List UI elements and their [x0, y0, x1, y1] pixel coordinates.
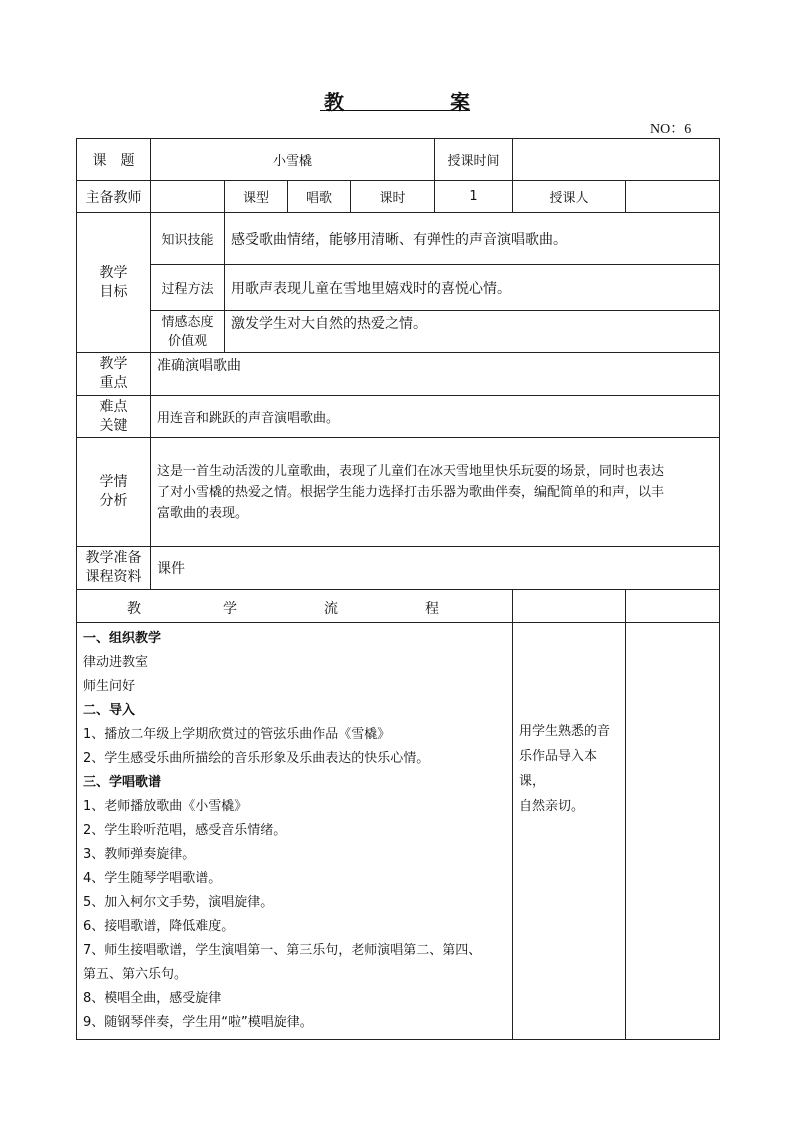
flow-line: 律动进教室 [83, 655, 149, 670]
row-goal-knowledge [77, 213, 720, 265]
topic-value: 小雪橇 [151, 139, 435, 181]
flow-line: 三、学唱歌谱 [83, 775, 162, 790]
flow-note-line-3: 自然亲切。 [519, 799, 585, 814]
document-number: NO：6 [650, 122, 692, 137]
goal-attitude-name [151, 311, 225, 353]
hours-label: 课时 [351, 181, 435, 213]
analysis-text [151, 438, 720, 547]
flow-line: 2、学生聆听范唱，感受音乐情绪。 [83, 823, 287, 838]
goal-process-name: 过程方法 [151, 265, 225, 311]
row-goal-process [77, 265, 720, 311]
row-focus [77, 353, 720, 396]
prep-label [77, 547, 151, 590]
goal-attitude-name-line1: 情感态度 [161, 314, 214, 330]
flow-line: 1、老师播放歌曲《小雪橇》 [83, 799, 248, 814]
difficulty-label-line2: 关键 [99, 417, 128, 434]
flow-line: 4、学生随琴学唱歌谱。 [83, 871, 222, 886]
focus-label-line2: 重点 [99, 375, 128, 391]
title-underline [320, 110, 470, 111]
focus-label-line1: 教学 [99, 356, 128, 372]
prep-label-line2: 课程资料 [85, 569, 142, 585]
type-value: 唱歌 [288, 181, 351, 213]
flow-line: 5、加入柯尔文手势，演唱旋律。 [83, 895, 274, 910]
row-teacher [77, 181, 720, 213]
focus-label [77, 353, 151, 396]
lesson-plan-table [76, 138, 720, 1040]
difficulty-label-line1: 难点 [99, 398, 128, 415]
title-char-2: 案 [450, 90, 470, 114]
lecturer-value [626, 181, 720, 213]
flow-line: 一、组织教学 [83, 631, 162, 646]
goals-label [77, 213, 151, 353]
flow-content [77, 623, 513, 1040]
flow-line: 师生问好 [83, 679, 136, 694]
flow-note-line-1: 用学生熟悉的音 [519, 724, 611, 739]
analysis-label [77, 438, 151, 547]
prep-label-line1: 教学准备 [85, 550, 142, 566]
prep-text: 课件 [151, 547, 720, 590]
title-char-1: 教 [324, 90, 344, 114]
time-value [513, 139, 720, 181]
focus-text: 准确演唱歌曲 [151, 353, 720, 396]
difficulty-label [77, 396, 151, 438]
type-label: 课型 [225, 181, 288, 213]
goal-knowledge-name: 知识技能 [151, 213, 225, 265]
flow-header-extra [626, 590, 720, 623]
analysis-line-2: 了对小雪橇的热爱之情。根据学生能力选择打击乐器为歌曲伴奏，编配简单的和声，以丰 [157, 484, 665, 500]
time-label: 授课时间 [435, 139, 513, 181]
flow-header-char-1: 教 [127, 601, 141, 617]
goal-knowledge-text: 感受歌曲情绪，能够用清晰、有弹性的声音演唱歌曲。 [225, 213, 720, 265]
teacher-label: 主备教师 [77, 181, 151, 213]
flow-note [513, 623, 626, 1040]
flow-line: 6、接唱歌谱，降低难度。 [83, 919, 235, 934]
flow-line: 8、模唱全曲，感受旋律 [83, 991, 222, 1006]
goal-attitude-name-line2: 价值观 [167, 333, 207, 349]
difficulty-text: 用连音和跳跃的声音演唱歌曲。 [151, 396, 720, 438]
flow-line: 第五、第六乐句。 [83, 967, 188, 982]
flow-line: 2、学生感受乐曲所描绘的音乐形象及乐曲表达的快乐心情。 [83, 751, 430, 766]
analysis-label-line1: 学情 [99, 474, 128, 490]
teacher-value [151, 181, 225, 213]
row-difficulty [77, 396, 720, 438]
analysis-line-1: 这是一首生动活泼的儿童歌曲，表现了儿童们在冰天雪地里快乐玩耍的场景，同时也表达 [157, 463, 665, 479]
analysis-label-line2: 分析 [99, 493, 128, 509]
analysis-line-3: 富歌曲的表现。 [157, 505, 249, 521]
flow-line: 9、随钢琴伴奏，学生用“啦”模唱旋律。 [83, 1015, 313, 1030]
row-prep [77, 547, 720, 590]
lecturer-label: 授课人 [513, 181, 626, 213]
flow-line: 二、导入 [83, 703, 136, 718]
row-analysis [77, 438, 720, 547]
flow-line: 3、教师弹奏旋律。 [83, 847, 196, 862]
flow-line: 7、师生接唱歌谱，学生演唱第一、第三乐句，老师演唱第二、第四、 [83, 943, 482, 958]
flow-header-note [513, 590, 626, 623]
goal-process-text: 用歌声表现儿童在雪地里嬉戏时的喜悦心情。 [225, 265, 720, 311]
goals-label-line2: 目标 [99, 283, 128, 300]
flow-header-char-3: 流 [324, 601, 338, 617]
hours-value: 1 [435, 181, 513, 213]
document-title [320, 86, 470, 114]
row-flow-content [77, 623, 720, 1040]
row-topic [77, 139, 720, 181]
flow-line: 1、播放二年级上学期欣赏过的管弦乐曲作品《雪橇》 [83, 727, 391, 742]
goals-label-line1: 教学 [99, 264, 128, 281]
goal-attitude-text: 激发学生对大自然的热爱之情。 [225, 311, 720, 353]
flow-header-char-4: 程 [425, 601, 439, 617]
flow-header [77, 590, 513, 623]
flow-header-char-2: 学 [223, 601, 237, 617]
flow-extra [626, 623, 720, 1040]
flow-note-line-2: 乐作品导入本课， [519, 749, 598, 789]
row-goal-attitude [77, 311, 720, 353]
row-flow-header [77, 590, 720, 623]
topic-label: 课 题 [77, 139, 151, 181]
